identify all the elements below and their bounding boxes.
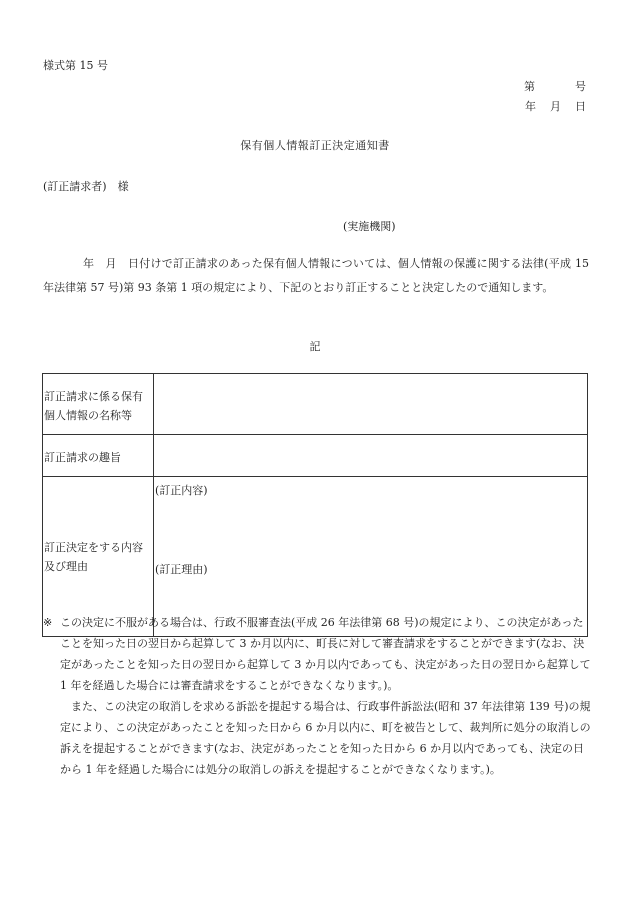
label-cell bbox=[43, 374, 154, 435]
decision-table bbox=[42, 373, 588, 637]
date-day: 日 bbox=[575, 100, 586, 113]
appeal-notes bbox=[43, 612, 591, 780]
date-year: 年 bbox=[525, 100, 536, 113]
ki-heading: 記 bbox=[309, 340, 321, 353]
addressee: (訂正請求者) 様 bbox=[43, 180, 129, 193]
document-title: 保有個人情報訂正決定通知書 bbox=[240, 139, 390, 152]
info-name-label-line1: 訂正請求に係る保有 bbox=[44, 390, 143, 403]
request-purpose-label: 訂正請求の趣旨 bbox=[44, 451, 121, 464]
decision-label-line1: 訂正決定をする内容 bbox=[44, 540, 143, 554]
body-text: 年 月 日付けで訂正請求のあった保有個人情報については、個人情報の保護に関する法律(平成 15 年法律第 57 号)第 93 条第 1 項の規定により、下記のとおり訂正することと決定したので通知します。 bbox=[43, 257, 589, 294]
info-name-label-line2: 個人情報の名称等 bbox=[44, 409, 132, 422]
note-text-1: この決定に不服がある場合は、行政不服審査法(平成 26 年法律第 68 号)の規定により、この決定があったことを知った日の翌日から起算して 3 か月以内に、町長に対して審査請求をすることができます(なお、決定があったことを知った日の翌日から起算して 3 か月以内であっても、決定があった日の翌日から起算して 1 年を経過した場合には審査請求をすることができなくなります。)。 bbox=[60, 616, 591, 692]
request-purpose-value bbox=[154, 435, 588, 477]
date-month: 月 bbox=[550, 100, 561, 113]
document-date bbox=[525, 98, 586, 114]
agency: (実施機関) bbox=[343, 220, 396, 233]
decision-label-line2: 及び理由 bbox=[44, 559, 88, 573]
note-mark: ※ bbox=[43, 616, 53, 629]
info-name-value bbox=[154, 374, 588, 435]
label-cell bbox=[43, 435, 154, 477]
document-number bbox=[524, 78, 586, 94]
table-row bbox=[43, 435, 588, 477]
number-suffix: 号 bbox=[575, 80, 586, 93]
correction-reason-label: (訂正理由) bbox=[155, 563, 208, 576]
form-number: 様式第 15 号 bbox=[43, 59, 108, 72]
note-paragraph-2: また、この決定の取消しを求める訴訟を提起する場合は、行政事件訴訟法(昭和 37 年法律第 139 号)の規定により、この決定があったことを知った日から 6 か月以内に、町を被告として、裁判所に処分の取消しの訴えを提起することができます(なお、決定があったことを知った日から 6 か月以内であっても、決定の日から 1 年を経過した場合には処分の取消しの訴えを提起することができなくなります。)。 bbox=[60, 700, 591, 776]
number-prefix: 第 bbox=[524, 80, 535, 93]
note-paragraph-1 bbox=[43, 612, 591, 696]
table-row bbox=[43, 374, 588, 435]
correction-content-label: (訂正内容) bbox=[155, 484, 208, 497]
